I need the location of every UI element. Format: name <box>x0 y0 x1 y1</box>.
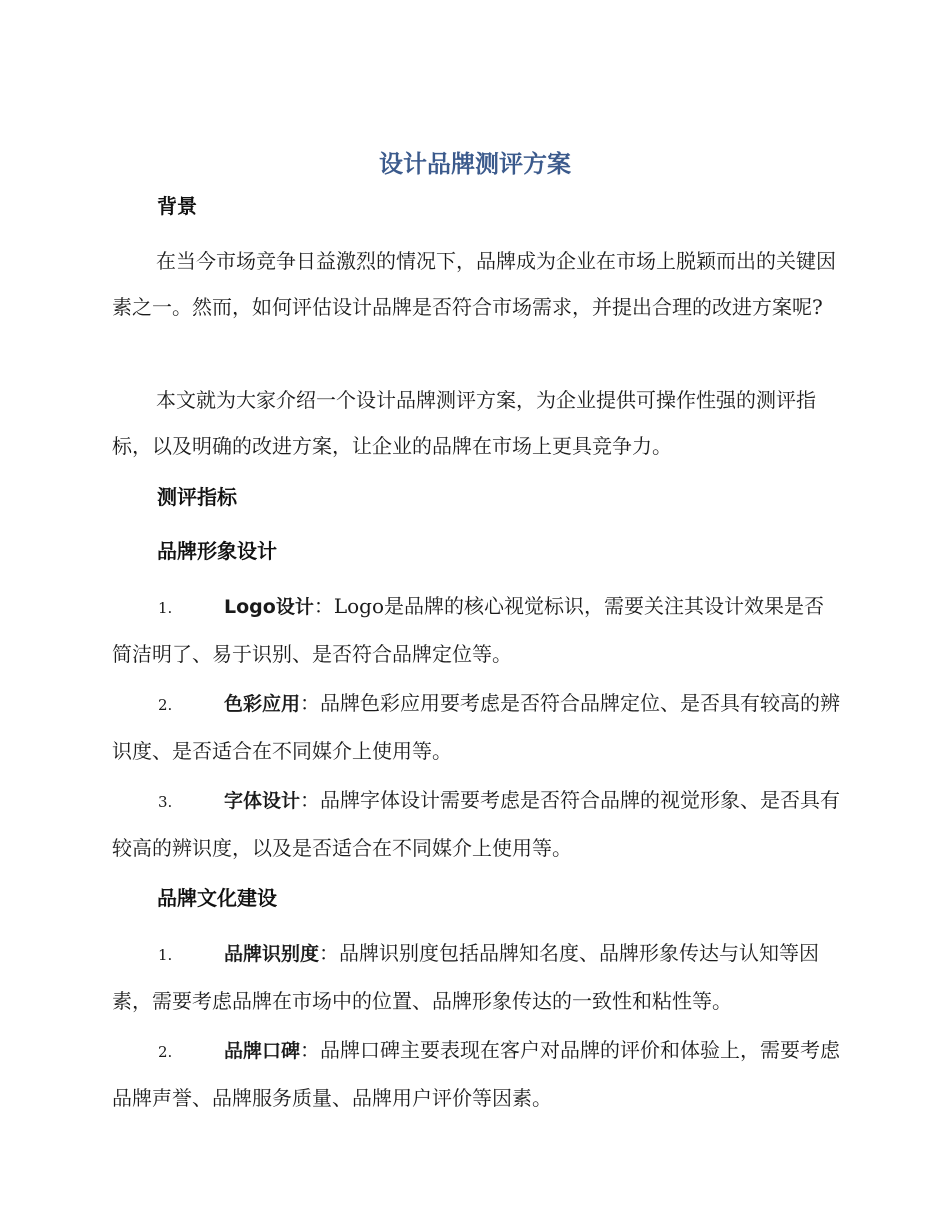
list-number: 2. <box>158 696 173 714</box>
list-item <box>112 777 842 871</box>
list-number: 2. <box>158 1043 173 1061</box>
list-text: ：Logo是品牌的核心视觉标识，需要关注其设计效果是否简洁明了、易于识别、是否符合品牌定位等。 <box>112 594 824 666</box>
list-number: 3. <box>158 793 173 811</box>
section-heading-brand-culture: 品牌文化建设 <box>157 886 277 910</box>
list-text: ：品牌字体设计需要考虑是否符合品牌的视觉形象、是否具有较高的辨识度，以及是否适合在不同媒介上使用等。 <box>112 788 841 860</box>
background-paragraph-2: 本文就为大家介绍一个设计品牌测评方案，为企业提供可操作性强的测评指标，以及明确的改进方案，让企业的品牌在市场上更具竞争力。 <box>112 388 816 458</box>
list-item <box>112 1027 842 1121</box>
list-term: 品牌识别度 <box>224 943 320 965</box>
list-term: 品牌口碑 <box>224 1040 301 1062</box>
section-heading-metrics: 测评指标 <box>157 485 237 509</box>
list-text: ：品牌色彩应用要考虑是否符合品牌定位、是否具有较高的辨识度、是否适合在不同媒介上使用等。 <box>112 691 841 763</box>
background-paragraph-1: 在当今市场竞争日益激烈的情况下，品牌成为企业在市场上脱颖而出的关键因素之一。然而，如何评估设计品牌是否符合市场需求，并提出合理的改进方案呢? <box>112 249 836 319</box>
document-title: 设计品牌测评方案 <box>379 150 571 178</box>
list-term: Logo设计 <box>224 596 314 618</box>
section-heading-background: 背景 <box>157 194 197 218</box>
list-number: 1. <box>158 946 173 964</box>
list-number: 1. <box>158 599 173 617</box>
list-text: ：品牌识别度包括品牌知名度、品牌形象传达与认知等因素，需要考虑品牌在市场中的位置、品牌形象传达的一致性和粘性等。 <box>112 941 820 1013</box>
list-item <box>112 680 842 774</box>
section-heading-brand-image: 品牌形象设计 <box>157 539 277 563</box>
list-item <box>112 583 842 677</box>
list-term: 字体设计 <box>224 790 301 812</box>
list-item <box>112 930 842 1024</box>
list-term: 色彩应用 <box>224 693 301 715</box>
list-text: ：品牌口碑主要表现在客户对品牌的评价和体验上，需要考虑品牌声誉、品牌服务质量、品牌用户评价等因素。 <box>112 1038 841 1110</box>
